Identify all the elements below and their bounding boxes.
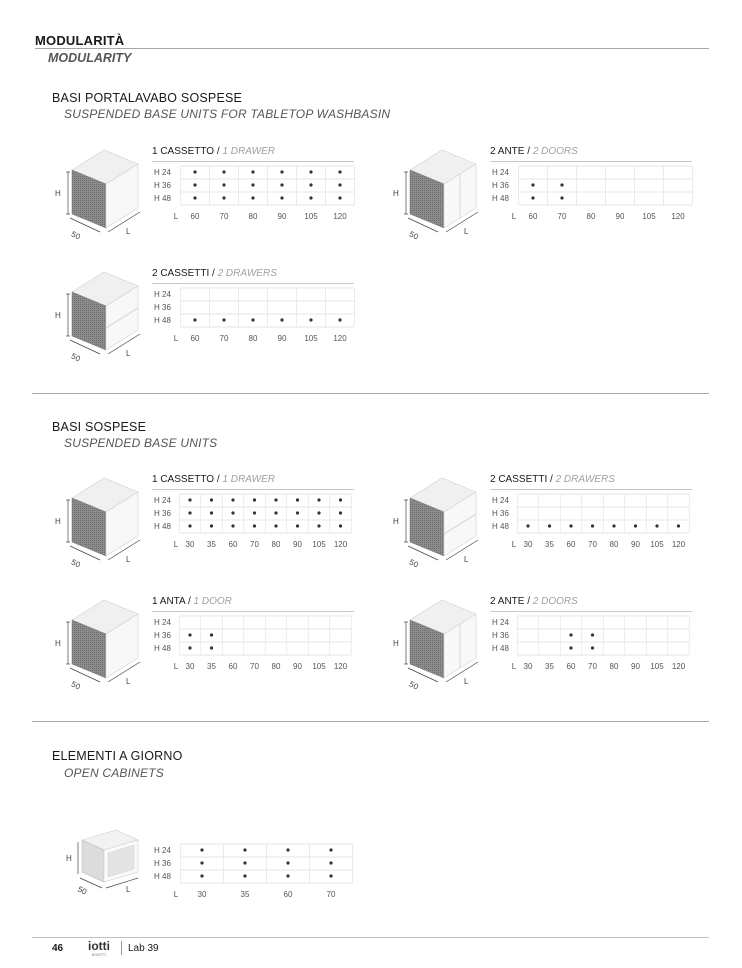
1-drawer-table (152, 474, 354, 554)
cabinet-drawing (52, 474, 142, 570)
availability-dot (188, 633, 191, 636)
1-door-illustration (52, 596, 136, 692)
availability-dot (274, 511, 277, 514)
length-axis-label: L (511, 540, 517, 549)
availability-dot (338, 196, 341, 199)
availability-dot (280, 318, 283, 321)
availability-dot (677, 524, 680, 527)
availability-dot (200, 861, 203, 864)
length-value: 60 (190, 212, 200, 221)
length-value: 80 (248, 212, 258, 221)
availability-dot (309, 318, 312, 321)
availability-dot (231, 524, 234, 527)
availability-dot (274, 498, 277, 501)
availability-dot (222, 318, 225, 321)
availability-dot (338, 318, 341, 321)
title-it: 1 CASSETTO (152, 146, 215, 157)
title-it: 1 CASSETTO (152, 474, 215, 485)
cabinet-drawing (390, 474, 480, 570)
availability-dot (338, 170, 341, 173)
length-value: 70 (326, 890, 336, 899)
row-label: H 36 (154, 509, 171, 518)
footer-divider (121, 941, 122, 955)
availability-dot (210, 498, 213, 501)
length-axis-label: L (173, 334, 179, 343)
availability-dot (560, 196, 563, 199)
depth-label: 50 (407, 679, 420, 692)
row-label: H 24 (492, 618, 509, 627)
length-value: 90 (277, 334, 287, 343)
2-doors-illustration (390, 146, 474, 242)
section-subtitle-open-cabinets: OPEN CABINETS (64, 766, 164, 780)
section-title-open-cabinets: ELEMENTI A GIORNO (52, 749, 183, 763)
length-value: 60 (566, 540, 576, 549)
length-value: 70 (219, 334, 229, 343)
length-value: 105 (304, 334, 318, 343)
1-drawer-table (152, 146, 354, 226)
availability-dot (200, 848, 203, 851)
length-value: 90 (277, 212, 287, 221)
title-it: 2 CASSETTI (152, 268, 210, 279)
cabinet-drawing (52, 826, 142, 922)
2-drawers-table (490, 474, 692, 554)
row-label: H 48 (154, 644, 171, 653)
availability-dot (253, 524, 256, 527)
length-value: 60 (228, 540, 238, 549)
length-axis-label: L (511, 212, 517, 221)
availability-grid (490, 596, 692, 677)
length-value: 80 (271, 540, 281, 549)
row-label: H 24 (154, 290, 171, 299)
length-label: L (464, 555, 469, 564)
length-value: 30 (523, 540, 533, 549)
title-en: 2 DRAWERS (217, 268, 277, 279)
depth-label: 50 (407, 229, 420, 242)
row-label: H 36 (154, 303, 171, 312)
length-value: 120 (671, 212, 685, 221)
title-it: 2 CASSETTI (490, 474, 548, 485)
availability-dot (329, 861, 332, 864)
availability-dot (329, 874, 332, 877)
availability-dot (210, 524, 213, 527)
2-doors-table (490, 146, 692, 226)
1-drawer-illustration (52, 146, 136, 242)
availability-dot (531, 196, 534, 199)
2-drawers-table (152, 268, 354, 348)
availability-dot (591, 646, 594, 649)
length-value: 60 (283, 890, 293, 899)
availability-dot (612, 524, 615, 527)
length-value: 80 (271, 662, 281, 671)
title-it: 2 ANTE (490, 596, 525, 607)
length-value: 70 (557, 212, 567, 221)
availability-grid (152, 146, 354, 227)
length-value: 105 (650, 540, 664, 549)
availability-dot (188, 646, 191, 649)
cabinet-drawing (390, 596, 480, 692)
length-value: 90 (631, 540, 640, 549)
row-label: H 36 (154, 631, 171, 640)
row-label: H 36 (492, 181, 509, 190)
row-label: H 48 (492, 194, 509, 203)
length-value: 105 (650, 662, 664, 671)
length-value: 70 (250, 662, 259, 671)
cabinet-drawing (52, 146, 142, 242)
1-door-table (152, 596, 354, 676)
availability-dot (210, 511, 213, 514)
block-title: 2 CASSETTI / 2 DRAWERS (490, 474, 615, 485)
collection-name: Lab 39 (128, 943, 159, 954)
length-value: 70 (250, 540, 259, 549)
availability-dot (338, 183, 341, 186)
cabinet-drawing (390, 146, 480, 242)
height-label: H (393, 189, 399, 198)
length-value: 70 (588, 540, 597, 549)
availability-dot (569, 633, 572, 636)
length-value: 90 (293, 662, 302, 671)
section-title-suspended-washbasin: BASI PORTALAVABO SOSPESE (52, 91, 243, 105)
depth-label: 50 (69, 679, 82, 692)
availability-dot (231, 511, 234, 514)
length-value: 120 (333, 334, 347, 343)
footer-rule (32, 937, 709, 938)
height-label: H (66, 854, 72, 863)
length-value: 80 (609, 662, 619, 671)
page-subtitle: MODULARITY (48, 51, 132, 65)
availability-dot (243, 848, 246, 851)
availability-dot (274, 524, 277, 527)
length-value: 30 (197, 890, 207, 899)
availability-dot (188, 511, 191, 514)
availability-dot (548, 524, 551, 527)
length-value: 30 (185, 662, 195, 671)
availability-dot (251, 183, 254, 186)
length-label: L (126, 349, 131, 358)
length-value: 30 (523, 662, 533, 671)
section-divider (32, 393, 709, 394)
availability-dot (317, 498, 320, 501)
length-label: L (126, 677, 131, 686)
1-drawer-illustration (52, 474, 136, 570)
depth-label: 50 (407, 557, 420, 570)
section-divider (32, 721, 709, 722)
availability-grid (152, 268, 354, 349)
availability-dot (253, 498, 256, 501)
header-rule (35, 48, 709, 49)
availability-dot (317, 524, 320, 527)
row-label: H 36 (154, 859, 171, 868)
availability-dot (200, 874, 203, 877)
row-label: H 24 (154, 618, 171, 627)
row-label: H 36 (492, 509, 509, 518)
row-label: H 48 (154, 194, 171, 203)
length-label: L (126, 885, 131, 894)
availability-dot (188, 498, 191, 501)
availability-dot (280, 183, 283, 186)
length-value: 105 (642, 212, 656, 221)
2-drawers-illustration (390, 474, 474, 570)
availability-dot (296, 524, 299, 527)
length-value: 70 (219, 212, 229, 221)
length-value: 60 (228, 662, 238, 671)
length-label: L (464, 677, 469, 686)
section-subtitle-suspended-washbasin: SUSPENDED BASE UNITS FOR TABLETOP WASHBASIN (64, 107, 391, 121)
availability-grid (490, 474, 692, 555)
depth-label: 50 (69, 557, 82, 570)
availability-dot (560, 183, 563, 186)
row-label: H 24 (154, 496, 171, 505)
length-value: 80 (586, 212, 596, 221)
brand-name: iotti (88, 939, 110, 953)
title-en: 1 DRAWER (222, 146, 276, 157)
block-title: 1 CASSETTO / 1 DRAWER (152, 146, 276, 157)
availability-dot (251, 196, 254, 199)
length-value: 120 (333, 662, 348, 671)
length-value: 90 (293, 540, 302, 549)
block-title: 2 ANTE / 2 DOORS (490, 146, 578, 157)
availability-dot (243, 861, 246, 864)
availability-grid (152, 596, 354, 677)
length-value: 120 (333, 540, 348, 549)
cabinet-drawing (52, 596, 142, 692)
length-value: 35 (207, 540, 216, 549)
cabinet-drawing (52, 268, 142, 364)
page-title: MODULARITÀ (35, 33, 125, 48)
availability-dot (243, 874, 246, 877)
availability-dot (591, 633, 594, 636)
availability-dot (222, 183, 225, 186)
length-axis-label: L (511, 662, 517, 671)
title-it: 1 ANTA (152, 596, 186, 607)
length-axis-label: L (173, 212, 179, 221)
availability-dot (251, 318, 254, 321)
availability-dot (309, 183, 312, 186)
length-axis-label: L (173, 890, 179, 899)
length-axis-label: L (173, 662, 179, 671)
section-subtitle-suspended-base: SUSPENDED BASE UNITS (64, 436, 218, 450)
availability-dot (188, 524, 191, 527)
height-label: H (393, 517, 399, 526)
open-cabinet-table (152, 846, 354, 926)
length-label: L (464, 227, 469, 236)
block-title: 2 CASSETTI / 2 DRAWERS (152, 268, 277, 279)
availability-dot (251, 170, 254, 173)
title-en: 2 DOORS (532, 146, 578, 157)
row-label: H 24 (492, 496, 509, 505)
availability-dot (329, 848, 332, 851)
open-cabinet-illustration (52, 826, 136, 916)
row-label: H 24 (154, 846, 171, 855)
availability-dot (222, 196, 225, 199)
length-value: 105 (312, 540, 326, 549)
length-value: 35 (545, 540, 554, 549)
availability-dot (339, 524, 342, 527)
length-value: 120 (671, 662, 686, 671)
title-en: 2 DOORS (532, 596, 578, 607)
availability-dot (193, 318, 196, 321)
availability-dot (210, 646, 213, 649)
availability-dot (317, 511, 320, 514)
availability-dot (339, 498, 342, 501)
availability-dot (286, 874, 289, 877)
length-value: 60 (566, 662, 576, 671)
availability-dot (569, 524, 572, 527)
row-label: H 48 (154, 522, 171, 531)
availability-dot (222, 170, 225, 173)
availability-grid (490, 146, 692, 227)
block-title: 2 ANTE / 2 DOORS (490, 596, 578, 607)
availability-grid (152, 474, 354, 555)
depth-label: 50 (69, 229, 82, 242)
block-title: 1 ANTA / 1 DOOR (152, 596, 232, 607)
availability-dot (210, 633, 213, 636)
length-value: 120 (671, 540, 686, 549)
availability-dot (280, 196, 283, 199)
height-label: H (55, 311, 61, 320)
availability-dot (655, 524, 658, 527)
height-label: H (393, 639, 399, 648)
length-label: L (126, 227, 131, 236)
availability-dot (193, 183, 196, 186)
availability-dot (296, 498, 299, 501)
availability-dot (286, 848, 289, 851)
availability-dot (253, 511, 256, 514)
row-label: H 48 (492, 644, 509, 653)
length-value: 105 (304, 212, 318, 221)
2-doors-illustration (390, 596, 474, 692)
availability-dot (296, 511, 299, 514)
availability-dot (193, 196, 196, 199)
length-value: 70 (588, 662, 597, 671)
availability-dot (309, 196, 312, 199)
2-doors-table (490, 596, 692, 676)
length-value: 90 (631, 662, 640, 671)
availability-dot (634, 524, 637, 527)
row-label: H 24 (154, 168, 171, 177)
length-value: 30 (185, 540, 195, 549)
2-drawers-illustration (52, 268, 136, 364)
length-value: 90 (615, 212, 625, 221)
length-label: L (126, 555, 131, 564)
availability-grid (152, 846, 354, 905)
length-value: 120 (333, 212, 347, 221)
length-value: 80 (248, 334, 258, 343)
length-value: 35 (240, 890, 250, 899)
brand-tagline: BOIOTTI (92, 953, 106, 957)
row-label: H 48 (492, 522, 509, 531)
length-value: 60 (528, 212, 538, 221)
row-label: H 36 (154, 181, 171, 190)
availability-dot (280, 170, 283, 173)
length-value: 35 (207, 662, 216, 671)
page-number: 46 (52, 943, 64, 954)
row-label: H 36 (492, 631, 509, 640)
title-it: 2 ANTE (490, 146, 525, 157)
availability-dot (309, 170, 312, 173)
length-value: 35 (545, 662, 554, 671)
block-title: 1 CASSETTO / 1 DRAWER (152, 474, 276, 485)
length-value: 80 (609, 540, 619, 549)
height-label: H (55, 639, 61, 648)
depth-label: 50 (76, 884, 89, 897)
length-value: 60 (190, 334, 200, 343)
brand-logo (80, 939, 118, 957)
availability-dot (591, 524, 594, 527)
title-en: 1 DRAWER (222, 474, 276, 485)
availability-dot (526, 524, 529, 527)
row-label: H 48 (154, 316, 171, 325)
section-title-suspended-base: BASI SOSPESE (52, 420, 147, 434)
availability-dot (339, 511, 342, 514)
availability-dot (193, 170, 196, 173)
length-value: 105 (312, 662, 326, 671)
height-label: H (55, 189, 61, 198)
title-en: 2 DRAWERS (555, 474, 615, 485)
row-label: H 48 (154, 872, 171, 881)
length-axis-label: L (173, 540, 179, 549)
row-label: H 24 (492, 168, 509, 177)
availability-dot (569, 646, 572, 649)
availability-dot (286, 861, 289, 864)
availability-dot (231, 498, 234, 501)
availability-dot (531, 183, 534, 186)
height-label: H (55, 517, 61, 526)
title-en: 1 DOOR (193, 596, 232, 607)
depth-label: 50 (69, 351, 82, 364)
